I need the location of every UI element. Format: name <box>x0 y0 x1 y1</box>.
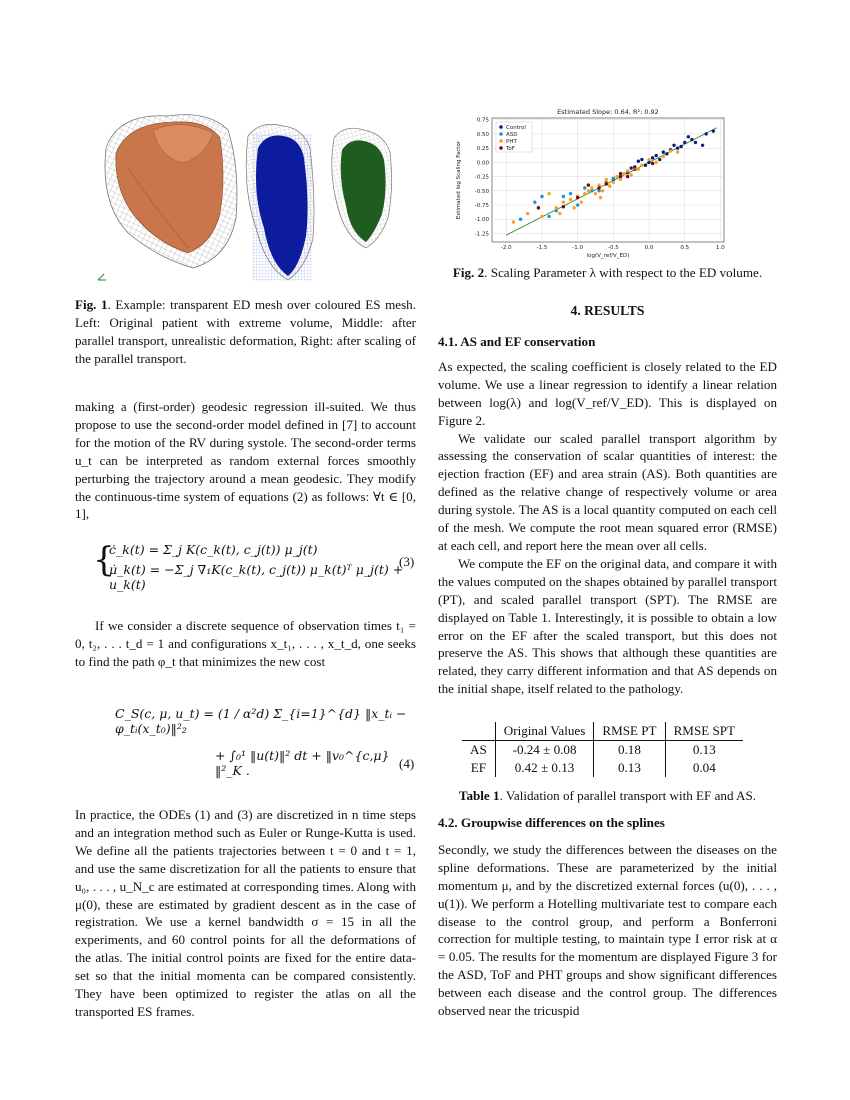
table-1-caption <box>438 787 777 805</box>
scatter-point-control <box>665 152 668 155</box>
left-para-3-block <box>75 806 416 1021</box>
equation-4 <box>115 700 416 780</box>
legend-marker <box>499 125 503 129</box>
scatter-point-pht <box>605 178 608 181</box>
scatter-point-pht <box>622 172 625 175</box>
chart-title: Estimated Slope: 0.64, R²: 0.92 <box>557 108 659 116</box>
table-cell: -0.24 ± 0.08 <box>495 741 594 760</box>
scatter-point-pht <box>662 155 665 158</box>
y-tick-label: 0.75 <box>476 117 489 124</box>
left-para-1: making a (first-order) geodesic regression ill-suited. We thus propose to use the second-order model defined in [7] to account for the motion of the RV during systole. The second-order terms u_t can be interpreted as random external forces smoothly perturbing the trajectory around a mean geodesic. They modify the continuous-time system of equations (2) as follows: ∀t ∈ [0, 1], <box>75 399 416 522</box>
scatter-point-control <box>662 150 665 153</box>
legend-label: PHT <box>506 139 517 145</box>
y-tick-label: 0.00 <box>476 160 489 167</box>
scatter-point-control <box>672 144 675 147</box>
equation-3 <box>93 540 416 592</box>
scatter-point-tof <box>651 162 654 165</box>
legend-marker <box>499 146 503 150</box>
scatter-point-pht <box>583 192 586 195</box>
legend-label: Control <box>506 125 526 131</box>
x-tick-label: -1.0 <box>572 245 584 251</box>
scatter-point-control <box>679 145 682 148</box>
table-cell: 0.13 <box>594 759 665 777</box>
y-axis-label: Estimated log Scaling Factor <box>456 140 462 220</box>
scatter-point-control <box>694 141 697 144</box>
x-tick-label: 0.0 <box>644 245 654 251</box>
sub1-para-3: We compute the EF on the original data, and compare it with the values computed on the shapes obtained by parallel transport (PT), and scaled parallel transport (SPT). The RMSE are displayed on Table 1. Interestingly, it is possible to obtain a low error on the EF after the scaled transport, but this does not preserve the AS. This shows that although these quantities are related, they carry different information and that AS depends on the initial shape, itself related to the pathology. <box>438 555 777 697</box>
table-1 <box>462 722 743 777</box>
x-tick-label: -1.5 <box>536 245 548 251</box>
table-header-row <box>462 722 743 741</box>
y-tick-label: 0.50 <box>476 131 489 138</box>
x-tick-label: -0.5 <box>607 245 619 251</box>
fig2-caption <box>438 264 777 282</box>
scatter-point-asd <box>576 203 579 206</box>
table-header-cell: RMSE SPT <box>665 722 743 741</box>
x-tick-label: 1.0 <box>716 245 725 251</box>
scatter-point-pht <box>540 215 543 218</box>
table-1-caption-text: . Validation of parallel transport with EF and AS. <box>499 788 757 803</box>
table-row <box>462 759 743 777</box>
scatter-point-pht <box>590 186 593 189</box>
fig2-caption-label: Fig. 2 <box>452 265 485 280</box>
eq3-line-1: ċ_k(t) = Σ_j K(c_k(t), c_j(t)) μ_j(t) <box>109 542 318 557</box>
fig1-image <box>88 108 418 288</box>
eq4-line-2: + ∫₀¹ ‖u(t)‖² dt + ‖v₀^{c,μ}‖²_K . <box>215 748 390 778</box>
scatter-point-pht <box>562 200 565 203</box>
right-sub1 <box>438 333 777 698</box>
table-cell: 0.18 <box>594 741 665 760</box>
scatter-point-asd <box>583 186 586 189</box>
scatter-point-control <box>644 164 647 167</box>
left-column <box>75 398 416 523</box>
fig1-caption-text: . Example: transparent ED mesh over coloured ES mesh. Left: Original patient with extreme volume, Middle: after parallel transport, unrealistic deformation, Right: after scaling of the parallel transport. <box>75 297 416 366</box>
scatter-point-pht <box>587 189 590 192</box>
eq4-line-1: C_S(c, μ, u_t) = (1 / α²d) Σ_{i=1}^{d} ‖x_tᵢ − φ_tᵢ(x_t₀)‖²₂ <box>115 706 407 736</box>
scatter-point-pht <box>630 173 633 176</box>
scatter-point-control <box>676 146 679 149</box>
x-tick-label: 0.5 <box>680 245 690 251</box>
eq3-brace: { <box>93 540 115 580</box>
scatter-point-asd <box>569 192 572 195</box>
scatter-point-pht <box>547 192 550 195</box>
fig2-scatter-chart <box>452 104 734 264</box>
sub1-para-2: We validate our scaled parallel transport algorithm by assessing the conservation of scalar quantities of interest: the ejection fraction (EF) and area strain (AS). Both quantities are defined as the relative change of respectively volume or area during systole. The AS is a local quantity computed on each cell of the mesh. We compute the root mean squared error (RMSE) at each cell, and report here the mean over all cells. <box>438 430 777 553</box>
scatter-point-pht <box>594 192 597 195</box>
scatter-point-tof <box>597 186 600 189</box>
scatter-point-pht <box>615 175 618 178</box>
left-para-2-block <box>75 617 416 671</box>
scatter-point-asd <box>540 195 543 198</box>
sub2-para-1: Secondly, we study the differences between the diseases on the spline deformations. These are parameterized by the initial momentum μ, and by the discretized external forces (u(0), . . . , u(1)). We perform a Hotelling multivariate test to compare each disease to the control group, and perform a Bonferroni correction for multiple testing, to maintain type I error risk at α = 0.05. The results for the momentum are displayed Figure 3 for the ASD, ToF and PHT groups and show significant differences between each disease and the control group. The differences observed near the tricuspid <box>438 841 777 1019</box>
subsection-title-4-1: 4.1. AS and EF conservation <box>438 334 596 349</box>
right-sub2 <box>438 814 777 1020</box>
scatter-point-tof <box>576 196 579 199</box>
y-tick-label: -1.25 <box>474 231 489 238</box>
scatter-point-tof <box>537 206 540 209</box>
right-results-section <box>438 302 777 320</box>
y-tick-label: -0.25 <box>474 174 489 181</box>
scatter-point-control <box>687 135 690 138</box>
scatter-point-control <box>658 158 661 161</box>
fig1-caption <box>75 296 416 368</box>
x-tick-label: -2.0 <box>500 245 512 251</box>
subsection-title-4-2: 4.2. Groupwise differences on the splines <box>438 815 665 830</box>
scatter-point-control <box>651 156 654 159</box>
table-1-caption-label: Table 1 <box>458 788 500 803</box>
y-tick-label: 0.25 <box>476 146 489 153</box>
table-cell: 0.42 ± 0.13 <box>495 759 594 777</box>
scatter-point-pht <box>599 196 602 199</box>
scatter-point-asd <box>547 215 550 218</box>
scatter-point-control <box>704 132 707 135</box>
eq3-line-2: μ̇_k(t) = −Σ_j ∇₁K(c_k(t), c_j(t)) μ_k(t)ᵀ μ_j(t) + u_k(t) <box>109 562 404 592</box>
scatter-point-pht <box>654 161 657 164</box>
scatter-point-tof <box>619 172 622 175</box>
table-row <box>462 741 743 760</box>
scatter-point-pht <box>647 158 650 161</box>
scatter-point-pht <box>601 189 604 192</box>
scatter-point-control <box>654 154 657 157</box>
sub1-para-1: As expected, the scaling coefficient is closely related to the ED volume. We use a linear regression to identify a linear relation between log(λ) and log(V_ref/V_ED). This is displayed on Figure 2. <box>438 358 777 428</box>
scatter-point-tof <box>626 175 629 178</box>
table-cell: 0.13 <box>692 742 716 757</box>
scatter-point-tof <box>562 205 565 208</box>
left-para-2: If we consider a discrete sequence of observation times t₁ = 0, t₂, . . . t_d = 1 and configurations x_t₁, . . . , x_t_d, one seeks to find the path φ_t that minimizes the new cost <box>75 618 416 669</box>
scatter-point-pht <box>612 181 615 184</box>
y-tick-label: -0.50 <box>474 188 489 195</box>
left-para-3: In practice, the ODEs (1) and (3) are discretized in n time steps and an integration method such as Euler or Runge-Kutta is used. We define all the patients trajectories between t = 0 and t = 1, and use the same discretization for all the patients to ensure that u₀, . . . , u_N_c are estimated at corresponding times. Along with μ(0), these are estimated by gradient descent as in the case of registration. We use a kernel bandwidth σ = 15 in all the experiments, and 60 control points for all the deformations of the atlas. The initial control points are fixed for the entire data-set so that the initial momenta can be compared consistently. They have been optimized to register the atlas on all the transported ES frames. <box>75 807 416 1019</box>
scatter-point-pht <box>580 200 583 203</box>
scatter-point-control <box>640 158 643 161</box>
scatter-point-asd <box>612 177 615 180</box>
y-tick-label: -1.00 <box>474 217 489 224</box>
table-cell: AS <box>462 741 495 760</box>
table-cell: EF <box>462 759 495 777</box>
scatter-point-control <box>690 138 693 141</box>
table-cell: 0.04 <box>692 760 716 775</box>
legend-label: ASD <box>506 132 518 138</box>
fig1-caption-label: Fig. 1 <box>75 297 108 312</box>
scatter-point-pht <box>619 178 622 181</box>
scatter-point-asd <box>519 218 522 221</box>
scatter-point-control <box>712 129 715 132</box>
scatter-point-tof <box>605 182 608 185</box>
scatter-point-pht <box>676 150 679 153</box>
table-header-cell: Original Values <box>495 722 594 741</box>
scatter-point-pht <box>569 198 572 201</box>
scatter-point-tof <box>633 165 636 168</box>
scatter-point-control <box>630 166 633 169</box>
scatter-point-pht <box>637 167 640 170</box>
scatter-point-control <box>637 160 640 163</box>
scatter-point-tof <box>587 183 590 186</box>
scatter-point-pht <box>572 206 575 209</box>
scatter-point-asd <box>562 195 565 198</box>
scatter-point-pht <box>669 149 672 152</box>
legend-marker <box>499 132 503 136</box>
scatter-point-control <box>701 144 704 147</box>
y-tick-label: -0.75 <box>474 203 489 210</box>
legend-label: ToF <box>506 146 515 152</box>
table-header-cell: RMSE PT <box>594 722 665 741</box>
scatter-point-pht <box>626 169 629 172</box>
x-axis-label: log(V_ref/V_ED) <box>586 253 630 259</box>
scatter-point-pht <box>512 220 515 223</box>
scatter-point-pht <box>555 206 558 209</box>
scatter-point-pht <box>640 164 643 167</box>
table-header-cell <box>462 722 495 741</box>
section-title-results: 4. RESULTS <box>570 303 645 318</box>
legend-marker <box>499 139 503 143</box>
eq3-number: (3) <box>399 554 415 569</box>
scatter-point-control <box>683 141 686 144</box>
scatter-point-pht <box>526 212 529 215</box>
scatter-point-pht <box>558 212 561 215</box>
eq4-number: (4) <box>399 756 415 771</box>
fig2-caption-text: . Scaling Parameter λ with respect to the ED volume. <box>484 265 763 280</box>
scatter-point-asd <box>533 200 536 203</box>
